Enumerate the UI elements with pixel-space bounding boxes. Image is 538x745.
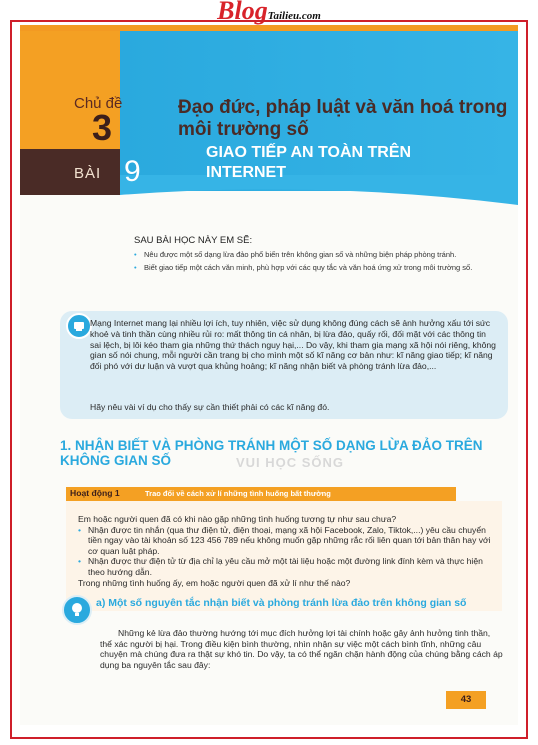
activity-content (78, 514, 498, 588)
section-heading: 1. NHẬN BIẾT VÀ PHÒNG TRÁNH MỘT SỐ DẠNG LỪA ĐẢO TRÊN KHÔNG GIAN SỐ (60, 438, 483, 468)
lightbulb-icon (62, 595, 92, 625)
lesson-block (20, 149, 120, 195)
textbook-page (20, 25, 518, 725)
lesson-title: GIAO TIẾP AN TOÀN TRÊN INTERNET (206, 144, 412, 181)
logo-main-text: Blog (217, 0, 268, 25)
discussion-icon (66, 313, 92, 339)
intro-question: Hãy nêu vài ví dụ cho thấy sự cần thiết phải có các kĩ năng đó. (90, 402, 330, 412)
logo-sub-text: Tailieu.com (267, 10, 321, 22)
objectives-heading: SAU BÀI HỌC NÀY EM SẼ: (134, 235, 253, 246)
page-number: 43 (446, 691, 486, 709)
lesson-number: 9 (124, 155, 141, 188)
objective-item: • Nêu được một số dạng lừa đảo phổ biến trên không gian số và những biện pháp phòng tránh. (134, 250, 502, 260)
activity-tag: Hoạt động 1 (70, 488, 120, 498)
activity-question: Trong những tình huống ấy, em hoặc người quen đã xử lí như thế nào? (78, 577, 351, 588)
site-logo[interactable] (0, 0, 538, 25)
activity-item: • Nhận được tin nhắn (qua thư điện tử, điện thoại, mạng xã hội Facebook, Zalo, Tiktok,...) yêu cầu chuyển tiền ngay vào tài khoản số 123 456 789 nếu không muốn gặp những rắc rối liên quan tới bản thân hay với cơ quan luật pháp. (78, 525, 498, 557)
lesson-label: BÀI (74, 165, 102, 182)
activity-intro: Em hoặc người quen đã có khi nào gặp những tình huống tương tự như sau chưa? (78, 514, 397, 524)
objectives-list (134, 250, 502, 276)
activity-title: Trao đổi về cách xử lí những tình huống bất thường (145, 489, 331, 498)
chapter-number: 3 (92, 107, 113, 148)
objective-item: • Biết giao tiếp một cách văn minh, phù hợp với các quy tắc và văn hoá ứng xử trong môi trường số. (134, 263, 502, 273)
subsection-heading: a) Một số nguyên tắc nhận biết và phòng tránh lừa đảo trên không gian số (96, 597, 467, 609)
activity-list (78, 525, 498, 578)
body-paragraph: Những kẻ lừa đảo thường hướng tới mục đích hưởng lợi tài chính hoặc gây ảnh hưởng tinh thần, thể xác người bị hại. Trong điều kiện bình thường, nhìn nhận sự việc một cách bình tĩnh, những câu chuyện mà chúng đưa ra thật sự khó tin. Do vậy, ta có thể ngăn chặn hành động của chúng bằng cách áp dụng ba nguyên tắc sau đây: (100, 628, 503, 670)
watermark-text: VUI HỌC SỐNG (235, 455, 345, 470)
intro-paragraph: Mạng Internet mang lại nhiều lợi ích, tuy nhiên, việc sử dụng không đúng cách sẽ ảnh hưởng xấu tới sức khoẻ và tinh thần cùng nhiều rủi ro: mất thông tin cá nhân, bị lừa đảo, quấy rối, đối mặt với các thông tin sai lệch, bị lôi kéo tham gia những thứ thách nguy hại,... Do vậy, khi tham gia mạng xã hội nói riêng, không gian số nói chung, mỗi người cần trang bị cho mình một số kĩ năng cơ bản như: kĩ năng giao tiếp; kĩ năng đối phó với dư luận và vượt qua khủng hoảng; kĩ năng nhận biết và phòng tránh lừa đảo,... (90, 318, 496, 372)
chapter-label: Chủ đề (74, 95, 123, 112)
topic-title: Đạo đức, pháp luật và văn hoá trong môi trường số (178, 97, 508, 140)
activity-item: • Nhận được thư điện tử từ địa chỉ lạ yêu cầu mở một tài liệu hoặc một đường link đính kèm và thực hiện theo hướng dẫn. (78, 556, 498, 577)
